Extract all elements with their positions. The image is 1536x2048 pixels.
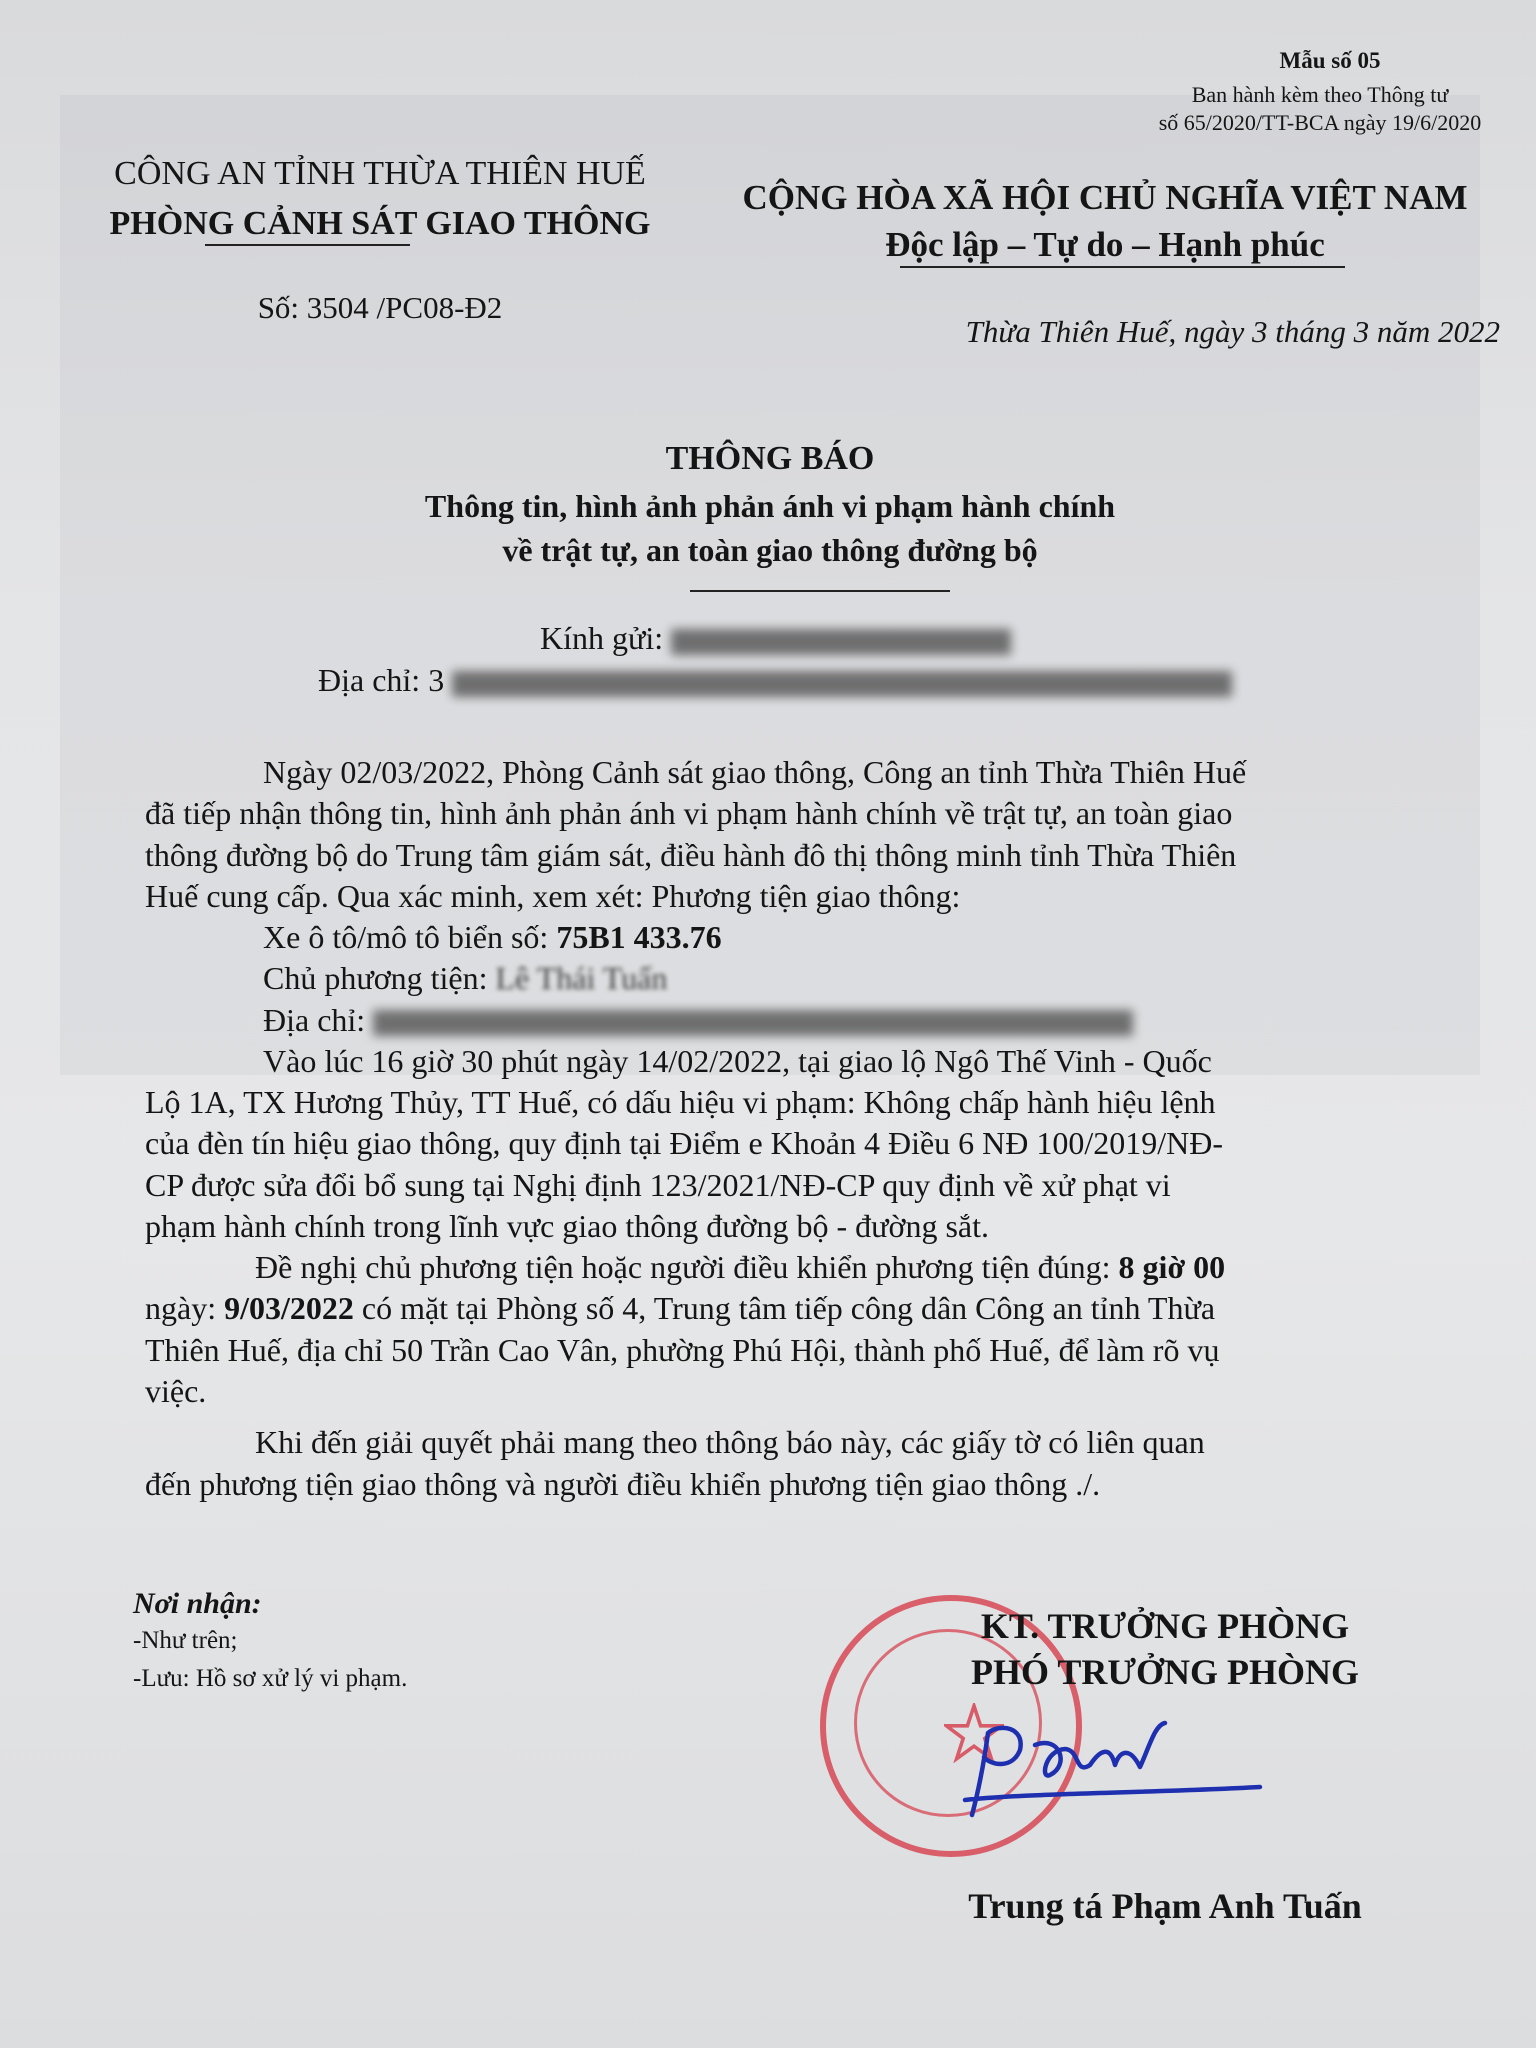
motto-underline — [900, 266, 1345, 268]
text-line: Huế cung cấp. Qua xác minh, xem xét: Phương tiện giao thông: — [145, 877, 961, 914]
text-line: Thiên Huế, địa chỉ 50 Trần Cao Vân, phường Phú Hội, thành phố Huế, để làm rõ vụ — [145, 1331, 1220, 1368]
recipient-item-1: -Như trên; — [133, 1627, 238, 1654]
signer-name: Trung tá Phạm Anh Tuấn — [968, 1886, 1362, 1926]
redacted-recipient-address — [452, 671, 1232, 697]
text-line: phạm hành chính trong lĩnh vực giao thông đường bộ - đường sắt. — [145, 1207, 989, 1244]
owner-line — [145, 958, 1425, 999]
recipient-item-2: -Lưu: Hồ sơ xử lý vi phạm. — [133, 1665, 408, 1692]
redacted-recipient-name — [671, 629, 1011, 655]
text-line: đã tiếp nhận thông tin, hình ảnh phản ánh vi phạm hành chính về trật tự, an toàn giao — [145, 795, 1233, 832]
document-title: THÔNG BÁO — [665, 440, 875, 477]
text-line: Ngày 02/03/2022, Phòng Cảnh sát giao thông, Công an tỉnh Thừa Thiên Huế — [263, 754, 1247, 790]
appointment-time: 8 giờ 00 — [1118, 1249, 1226, 1286]
paragraph-intake — [145, 752, 1425, 1505]
handwritten-signature — [950, 1705, 1280, 1835]
department-name: PHÒNG CẢNH SÁT GIAO THÔNG — [109, 205, 651, 242]
request-line-2 — [145, 1288, 1425, 1329]
place-date: Thừa Thiên Huế, ngày 3 tháng 3 năm 2022 — [965, 314, 1500, 349]
recipient-line — [540, 620, 1440, 657]
text-line: CP được sửa đổi bổ sung tại Nghị định 123/2021/NĐ-CP quy định về xử phạt vi — [145, 1166, 1171, 1203]
text-line: Khi đến giải quyết phải mang theo thông báo này, các giấy tờ có liên quan — [255, 1424, 1205, 1461]
text-line: Lộ 1A, TX Hương Thủy, TT Huế, có dấu hiệu vi phạm: Không chấp hành hiệu lệnh — [145, 1084, 1216, 1121]
document-number: Số: 3504 /PC08-Đ2 — [257, 290, 503, 325]
text-line: Vào lúc 16 giờ 30 phút ngày 14/02/2022, tại giao lộ Ngô Thế Vinh - Quốc — [263, 1042, 1212, 1079]
recipient-address-line — [318, 662, 1318, 699]
department-underline — [205, 244, 410, 246]
redacted-owner-address — [373, 1010, 1133, 1036]
document-subtitle-2: về trật tự, an toàn giao thông đường bộ — [502, 532, 1038, 568]
request-line-1 — [145, 1247, 1425, 1288]
title-underline — [690, 590, 950, 592]
country-name: CỘNG HÒA XÃ HỘI CHỦ NGHĨA VIỆT NAM — [742, 178, 1468, 217]
text-line: việc. — [145, 1372, 207, 1409]
agency-name: CÔNG AN TỈNH THỪA THIÊN HUẾ — [114, 155, 646, 192]
signature-title-1: KT. TRƯỞNG PHÒNG — [980, 1606, 1350, 1646]
vehicle-label: Xe ô tô/mô tô biển số: — [263, 919, 557, 956]
text-line: đến phương tiện giao thông và người điều khiển phương tiện giao thông ./. — [145, 1465, 1101, 1502]
form-circular: số 65/2020/TT-BCA ngày 19/6/2020 — [1158, 110, 1482, 135]
vehicle-line — [145, 917, 1425, 958]
license-plate: 75B1 433.76 — [556, 919, 722, 956]
text-span: có mặt tại Phòng số 4, Trung tâm tiếp công dân Công an tỉnh Thừa — [353, 1290, 1216, 1327]
appointment-date: 9/03/2022 — [224, 1290, 354, 1327]
form-number: Mẫu số 05 — [1279, 48, 1381, 73]
text-line: thông đường bộ do Trung tâm giám sát, điều hành đô thị thông minh tỉnh Thừa Thiên — [145, 836, 1237, 873]
document-subtitle-1: Thông tin, hình ảnh phản ánh vi phạm hành chính — [424, 488, 1116, 524]
text-span: Đề nghị chủ phương tiện hoặc người điều khiển phương tiện đúng: — [255, 1249, 1119, 1286]
recipients-title: Nơi nhận: — [133, 1587, 262, 1620]
owner-address-label: Địa chỉ: — [263, 1001, 374, 1038]
text-span: ngày: — [145, 1290, 225, 1327]
recipient-address-label: Địa chỉ: 3 — [318, 662, 445, 698]
form-issued-with: Ban hành kèm theo Thông tư — [1191, 82, 1449, 107]
national-motto: Độc lập – Tự do – Hạnh phúc — [885, 225, 1325, 264]
owner-label: Chủ phương tiện: — [263, 960, 496, 997]
signature-title-2: PHÓ TRƯỞNG PHÒNG — [970, 1652, 1359, 1692]
recipient-label: Kính gửi: — [540, 620, 664, 656]
owner-name-blurred: Lê Thái Tuấn — [495, 960, 668, 997]
owner-address-line — [145, 1000, 1425, 1041]
text-line: của đèn tín hiệu giao thông, quy định tại Điểm e Khoản 4 Điều 6 NĐ 100/2019/NĐ- — [145, 1125, 1224, 1162]
